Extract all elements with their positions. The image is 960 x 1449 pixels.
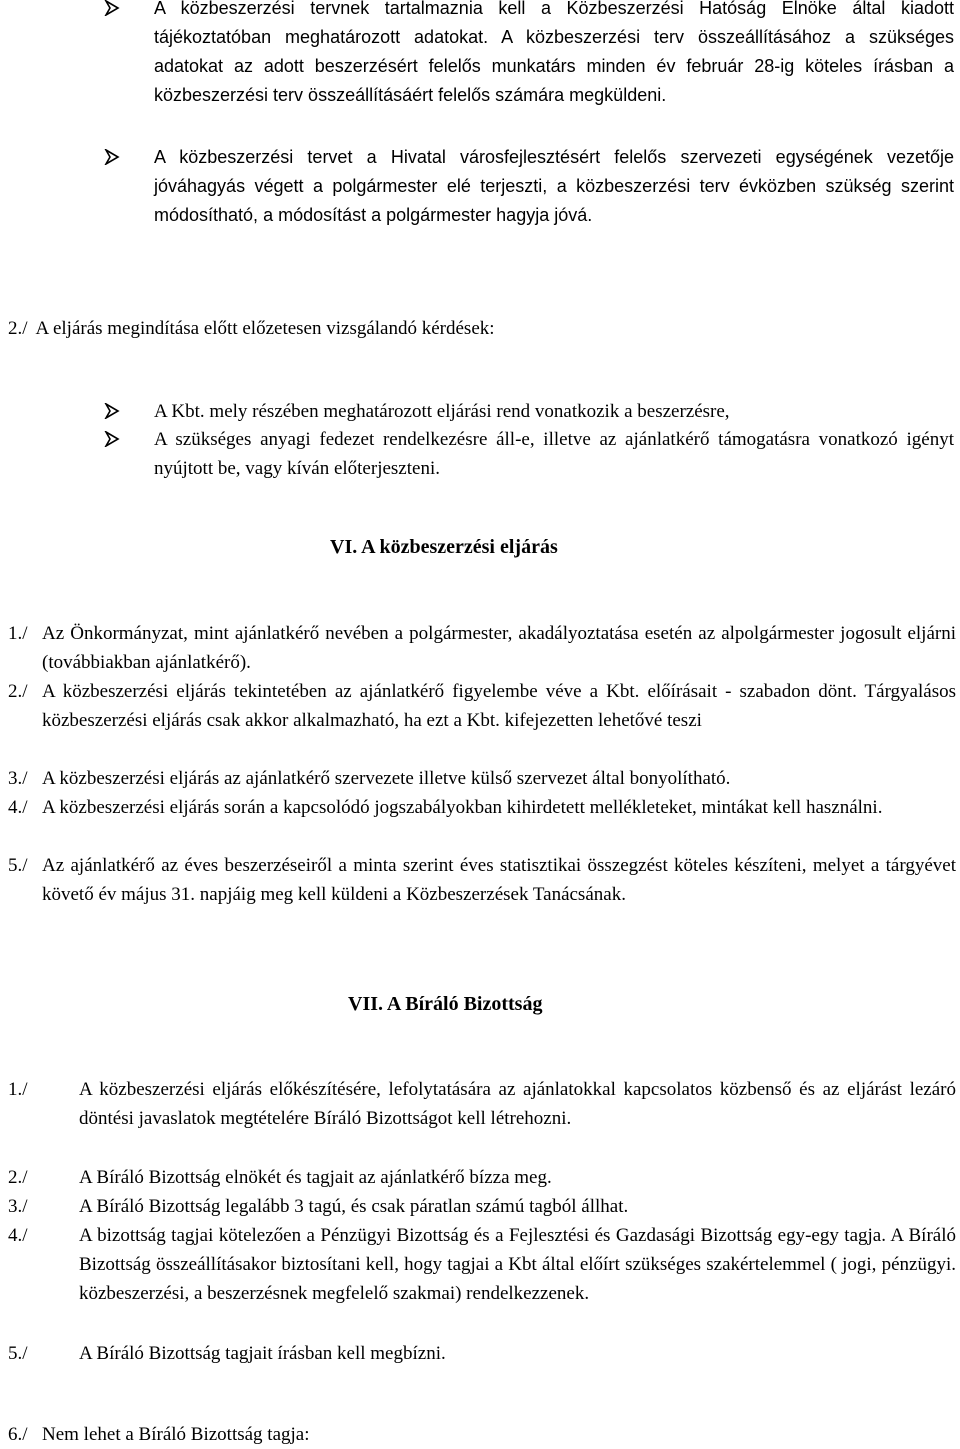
- item-number: 4./: [8, 1225, 28, 1246]
- item-number: 2./: [8, 1167, 28, 1188]
- item-text: Az Önkormányzat, mint ajánlatkérő nevében a polgármester, akadályoztatása esetén az alpolgármester jogosult eljárni (továbbiakban ajánlatkérő).: [42, 623, 956, 673]
- numbered-item: [8, 1163, 956, 1192]
- section-heading: [8, 314, 495, 343]
- item-text: A bizottság tagjai kötelezően a Pénzügyi Bizottság és a Fejlesztési és Gazdasági Bizottság egy-egy tagja. A Bíráló Bizottság összeállításakor biztosítani kell, hogy tagjai a Kbt által előírt szükséges szakértelemmel ( jogi, pénzügyi. közbeszerzési, a beszerzésnek megfelelő szakmai) rendelkezzenek.: [79, 1225, 956, 1304]
- section-title: A eljárás megindítása előtt előzetesen vizsgálandó kérdések:: [35, 318, 495, 339]
- item-text: A Bíráló Bizottság elnökét és tagjait az ajánlatkérő bízza meg.: [79, 1167, 552, 1188]
- numbered-item: [8, 764, 956, 793]
- item-text: A közbeszerzési eljárás során a kapcsolódó jogszabályokban kihirdetett mellékleteket, mintákat kell használni.: [42, 797, 883, 818]
- item-text: A Bíráló Bizottság legalább 3 tagú, és csak páratlan számú tagból állhat.: [79, 1196, 629, 1217]
- numbered-item: [8, 851, 956, 909]
- numbered-item: [8, 1221, 956, 1308]
- bullet-text: A közbeszerzési tervnek tartalmaznia kell a Közbeszerzési Hatóság Elnöke által kiadott tájékoztatóban meghatározott adatokat. A közbeszerzési terv összeállításához a szükséges adatokat az adott beszerzésért felelős munkatárs minden év február 28-ig köteles írásban a közbeszerzési terv összeállításáért felelős számára megküldeni.: [154, 0, 954, 105]
- bullet-text: A közbeszerzési tervet a Hivatal városfejlesztésért felelős szervezeti egységének vezetője jóváhagyás végett a polgármester elé terjeszti, a közbeszerzési terv évközben szükség szerint módosítható, a módosítást a polgármester hagyja jóvá.: [154, 147, 954, 225]
- item-text: Nem lehet a Bíráló Bizottság tagja:: [42, 1424, 310, 1445]
- item-number: 3./: [8, 768, 28, 789]
- item-number: 4./: [8, 797, 28, 818]
- item-text: A közbeszerzési eljárás előkészítésére, lefolytatására az ajánlatokkal kapcsolatos közbenső és az eljárást lezáró döntési javaslatok megtételére Bíráló Bizottságot kell létrehozni.: [79, 1079, 956, 1129]
- arrowhead-bullet-icon: [0, 425, 154, 447]
- bullet-text: A szükséges anyagi fedezet rendelkezésre áll-e, illetve az ajánlatkérő támogatásra vonatkozó igényt nyújtott be, vagy kíván előterjeszteni.: [154, 429, 954, 479]
- item-number: 3./: [8, 1196, 28, 1217]
- list-item: [0, 425, 956, 483]
- numbered-item: [8, 1420, 956, 1449]
- arrowhead-bullet-icon: [0, 0, 154, 16]
- item-number: 1./: [8, 1079, 28, 1100]
- item-number: 6./: [8, 1424, 28, 1445]
- numbered-item: [8, 1192, 956, 1221]
- item-number: 5./: [8, 855, 28, 876]
- chapter-heading: VI. A közbeszerzési eljárás: [330, 536, 558, 558]
- item-text: Az ajánlatkérő az éves beszerzéseiről a minta szerint éves statisztikai összegzést köteles készíteni, melyet a tárgyévet követő év május 31. napjáig meg kell küldeni a Közbeszerzések Tanácsának.: [42, 855, 956, 905]
- arrowhead-bullet-icon: [0, 143, 154, 165]
- item-text: A közbeszerzési eljárás az ajánlatkérő szervezete illetve külső szervezet által bonyolítható.: [42, 768, 731, 789]
- list-item: [0, 397, 956, 426]
- item-number: 2./: [8, 681, 28, 702]
- numbered-item: [8, 1339, 956, 1368]
- section-number: 2./: [8, 318, 28, 339]
- item-text: A Bíráló Bizottság tagjait írásban kell megbízni.: [79, 1343, 446, 1364]
- item-text: A közbeszerzési eljárás tekintetében az ajánlatkérő figyelembe véve a Kbt. előírásait - szabadon dönt. Tárgyalásos közbeszerzési eljárás csak akkor alkalmazható, ha ezt a Kbt. kifejezetten lehetővé teszi: [42, 681, 956, 731]
- list-item: [0, 143, 956, 230]
- numbered-item: [8, 619, 956, 677]
- list-item: [0, 0, 956, 110]
- item-number: 1./: [8, 623, 28, 644]
- chapter-heading: VII. A Bíráló Bizottság: [348, 993, 543, 1015]
- bullet-text: A Kbt. mely részében meghatározott eljárási rend vonatkozik a beszerzésre,: [154, 401, 730, 422]
- numbered-item: [8, 677, 956, 735]
- numbered-item: [8, 793, 956, 822]
- arrowhead-bullet-icon: [0, 397, 154, 419]
- numbered-item: [8, 1075, 956, 1133]
- item-number: 5./: [8, 1343, 28, 1364]
